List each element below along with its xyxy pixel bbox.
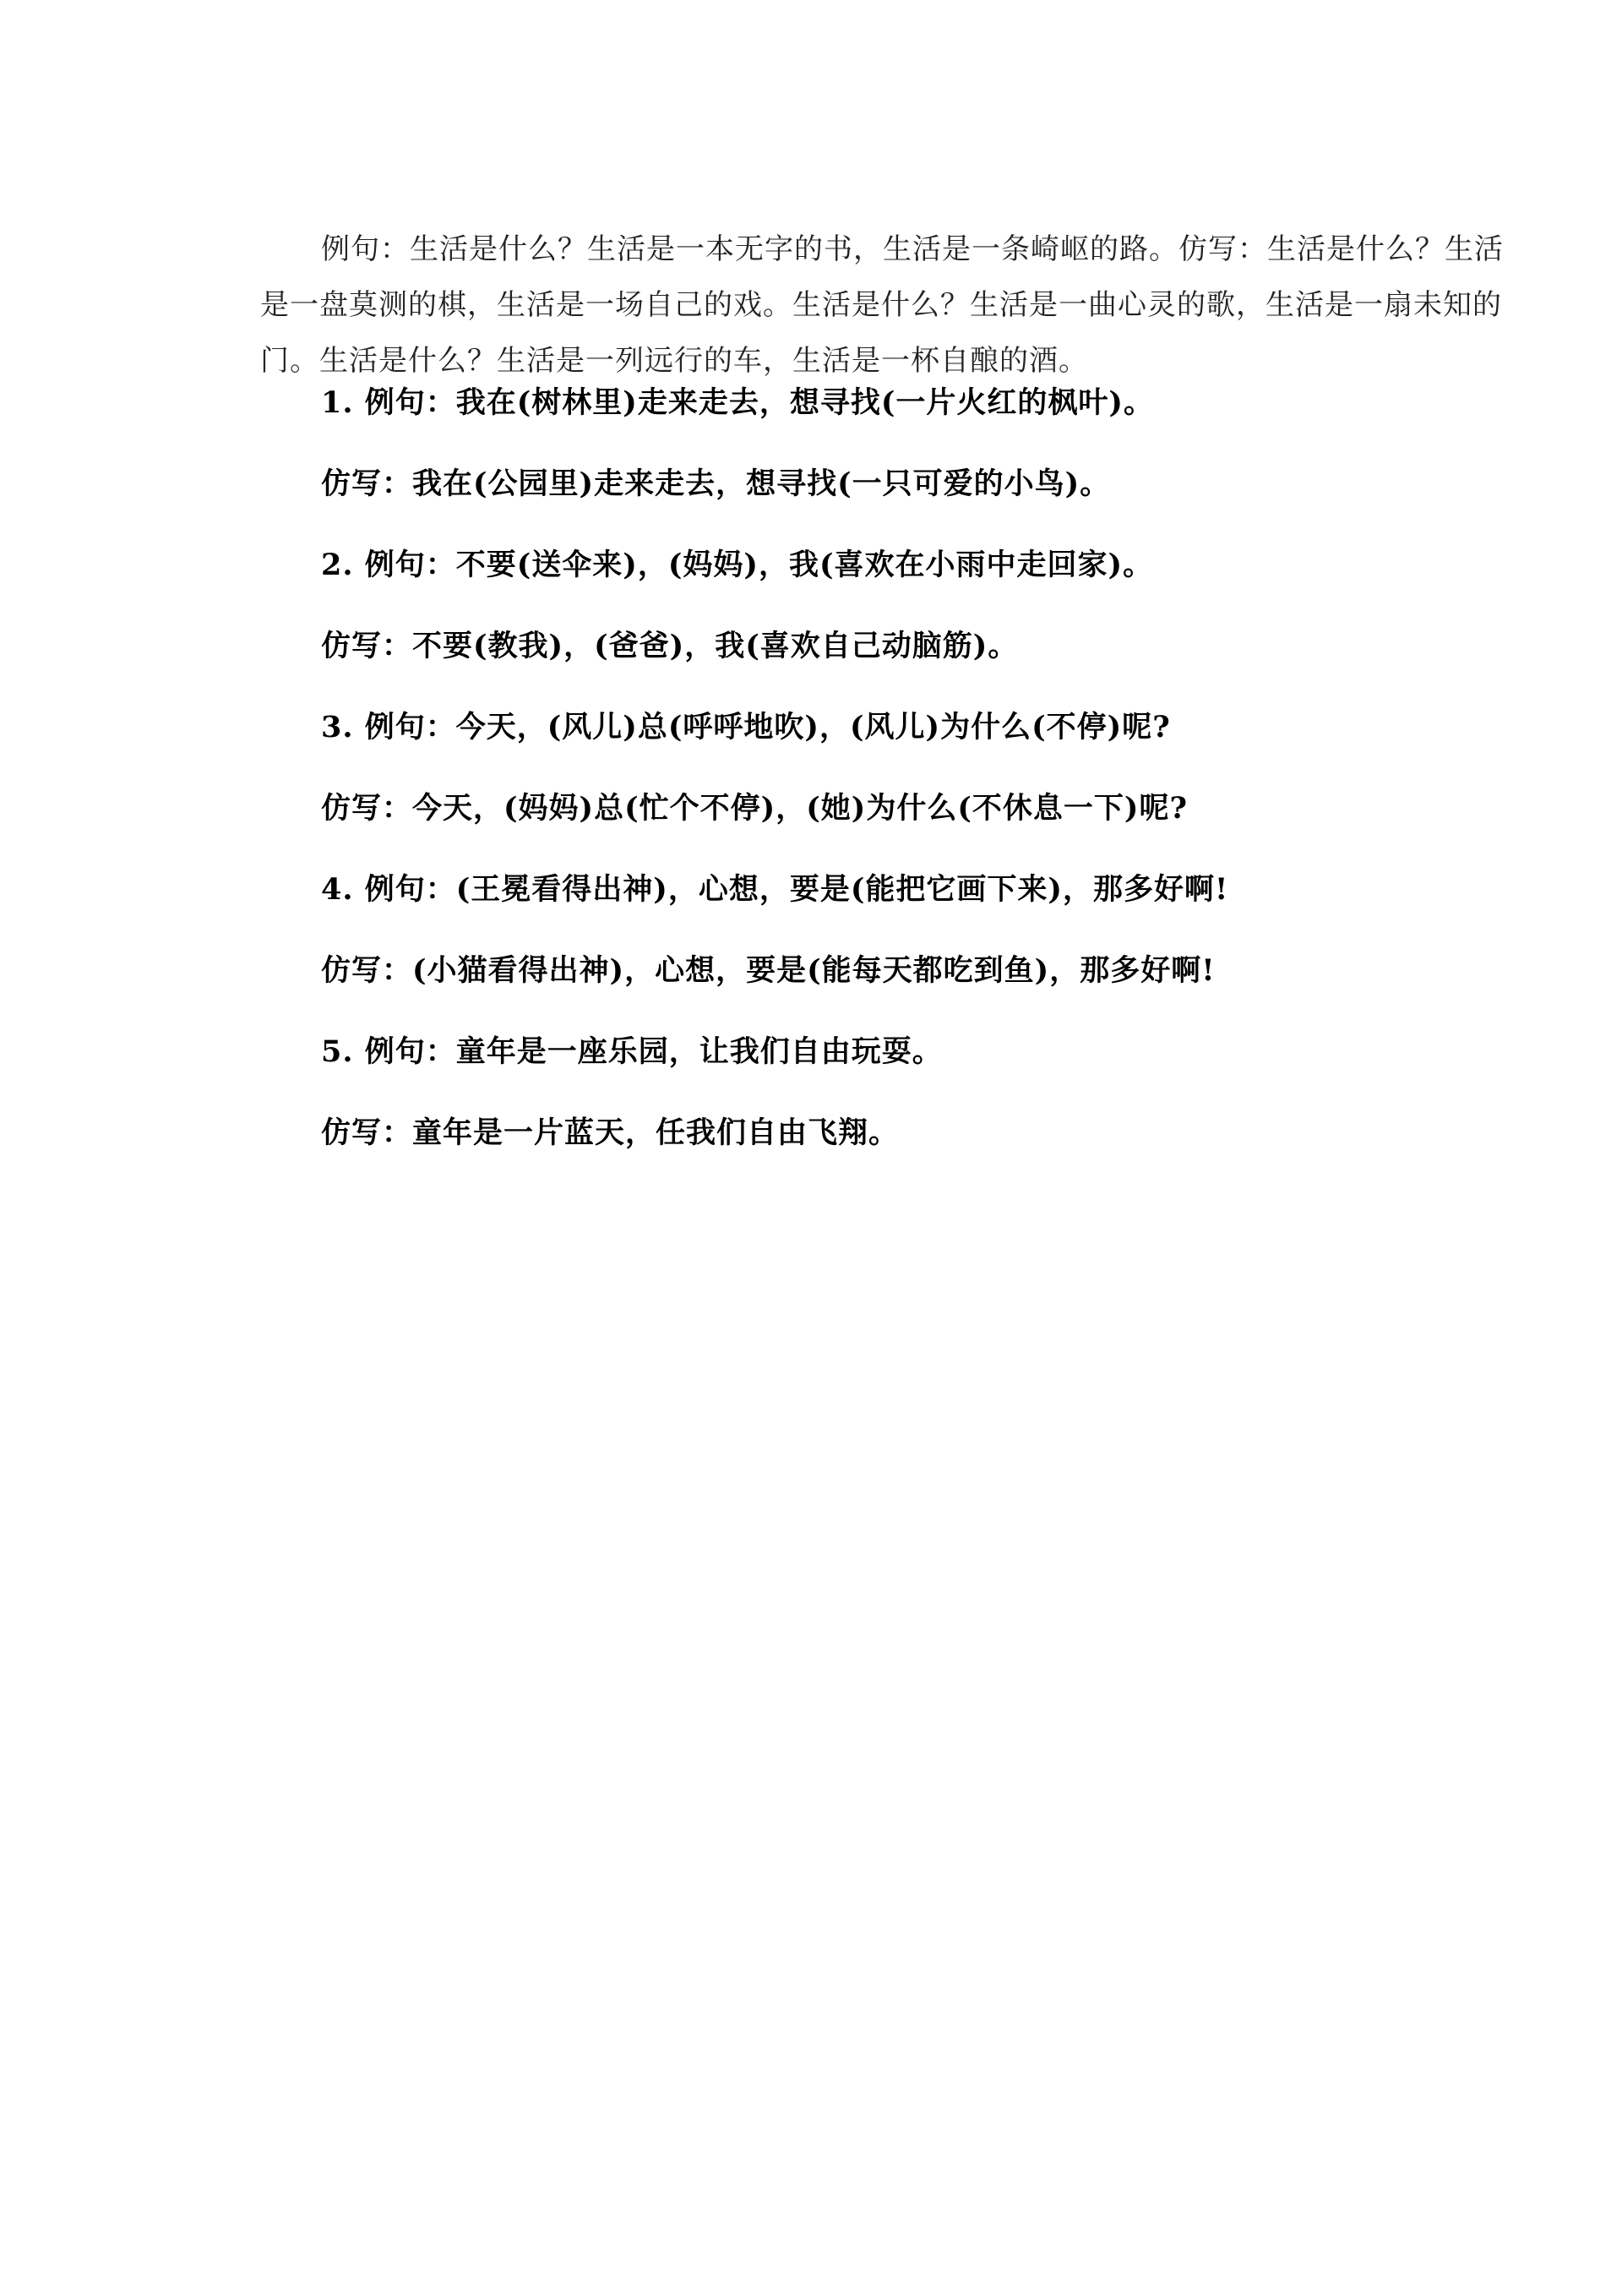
example-4-line: 4. 例句：(王冕看得出神)，心想，要是(能把它画下来)，那多好啊! bbox=[321, 872, 1229, 907]
imitation-2-line: 仿写：不要(教我)，(爸爸)，我(喜欢自己动脑筋)。 bbox=[321, 629, 1019, 663]
imitation-4-line: 仿写：(小猫看得出神)，心想，要是(能每天都吃到鱼)，那多好啊! bbox=[321, 953, 1216, 988]
example-3-line: 3. 例句：今天，(风儿)总(呼呼地吹)，(风儿)为什么(不停)呢? bbox=[321, 710, 1171, 744]
example-2-line: 2. 例句：不要(送伞来)，(妈妈)，我(喜欢在小雨中走回家)。 bbox=[321, 548, 1154, 582]
example-5-line: 5. 例句：童年是一座乐园，让我们自由玩耍。 bbox=[321, 1034, 943, 1069]
imitation-5-line: 仿写：童年是一片蓝天，任我们自由飞翔。 bbox=[321, 1115, 900, 1150]
intro-paragraph: 例句：生活是什么？生活是一本无字的书，生活是一条崎岖的路。仿写：生活是什么？生活是一盘莫测的棋，生活是一场自己的戏。生活是什么？生活是一曲心灵的歌，生活是一扇未知的门。生活是什么？生活是一列远行的车，生活是一杯自酿的酒。 bbox=[260, 232, 1504, 378]
imitation-1-line: 仿写：我在(公园里)走来走去，想寻找(一只可爱的小鸟)。 bbox=[321, 466, 1111, 501]
example-1-line: 1. 例句：我在(树林里)走来走去，想寻找(一片火红的枫叶)。 bbox=[321, 385, 1154, 420]
imitation-3-line: 仿写：今天，(妈妈)总(忙个不停)，(她)为什么(不休息一下)呢? bbox=[321, 791, 1188, 826]
